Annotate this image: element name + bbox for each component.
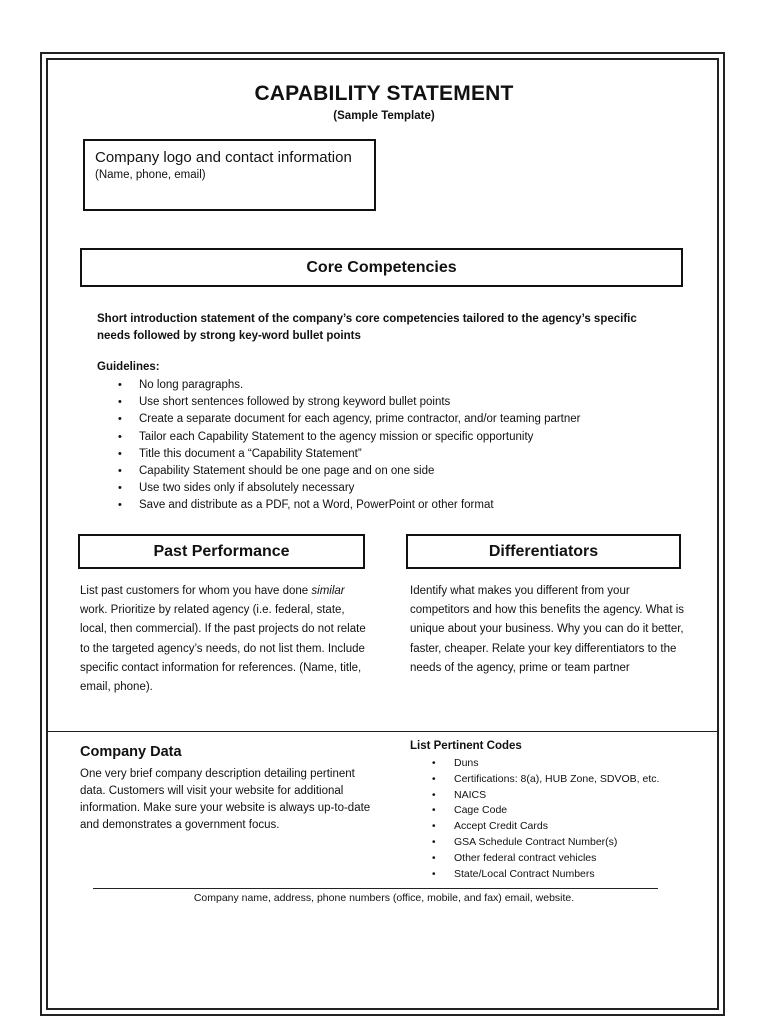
guideline-text: Tailor each Capability Statement to the agency mission or specific opportunity — [139, 430, 534, 443]
bullet-icon: • — [118, 447, 122, 460]
bullet-icon: • — [432, 821, 436, 833]
list-item — [97, 497, 657, 514]
code-text: Certifications: 8(a), HUB Zone, SDVOB, etc. — [454, 772, 660, 785]
bullet-icon: • — [432, 852, 436, 864]
bullet-icon: • — [432, 868, 436, 880]
guidelines-label: Guidelines: — [97, 361, 160, 373]
code-text: Accept Credit Cards — [454, 820, 548, 833]
code-text: Cage Code — [454, 804, 508, 817]
logo-contact-box — [83, 139, 376, 211]
differentiators-header — [406, 534, 681, 569]
past-text-italic: similar — [311, 585, 345, 597]
bullet-icon: • — [118, 396, 122, 409]
past-performance-title: Past Performance — [153, 542, 290, 560]
bullet-icon: • — [118, 482, 122, 495]
company-data-text: One very brief company description detailing pertinent data. Customers will visit your website for additional information. Make sure your website is always up-to-date and demonstrates a government focus. — [80, 768, 371, 831]
bullet-icon: • — [432, 805, 436, 817]
list-item — [410, 851, 700, 867]
list-item — [97, 463, 657, 480]
core-intro-text: Short introduction statement of the company’s core competencies tailored to the agency’s specific needs followed by strong key-word bullet points — [97, 313, 637, 342]
company-data-title: Company Data — [80, 744, 182, 760]
footer-contact-line: Company name, address, phone numbers (office, mobile, and fax) email, website. — [193, 892, 575, 904]
list-item — [410, 867, 700, 883]
code-text: State/Local Contract Numbers — [454, 867, 595, 880]
list-item — [97, 446, 657, 463]
code-text: Other federal contract vehicles — [454, 851, 597, 864]
codes-list — [410, 756, 700, 882]
page-title: CAPABILITY STATEMENT — [254, 82, 514, 105]
section-divider — [48, 731, 718, 732]
core-competencies-header — [80, 248, 683, 287]
guidelines-list — [97, 377, 657, 515]
page-subtitle: (Sample Template) — [333, 110, 435, 122]
list-item — [410, 819, 700, 835]
past-performance-header — [78, 534, 365, 569]
bullet-icon: • — [432, 789, 436, 801]
bullet-icon: • — [118, 379, 122, 391]
list-item — [97, 377, 657, 394]
guideline-text: Use short sentences followed by strong keyword bullet points — [139, 396, 451, 409]
bullet-icon: • — [432, 773, 436, 785]
guideline-text: No long paragraphs. — [139, 379, 244, 391]
core-competencies-title: Core Competencies — [306, 258, 457, 276]
bullet-icon: • — [432, 758, 436, 769]
code-text: GSA Schedule Contract Number(s) — [454, 835, 618, 848]
bullet-icon: • — [118, 413, 122, 426]
guideline-text: Capability Statement should be one page and on one side — [139, 465, 435, 478]
guideline-text: Save and distribute as a PDF, not a Word, PowerPoint or other format — [139, 499, 494, 512]
code-text: Duns — [454, 757, 479, 769]
bullet-icon: • — [118, 430, 122, 443]
code-text: NAICS — [454, 788, 487, 801]
list-item — [97, 480, 657, 497]
differentiators-text: Identify what makes you different from your competitors and how this benefits the agency. What is unique about your business. Why you can do it better, faster, cheaper. Relate your key differentiators to the needs of the agency, prime or team partner — [410, 585, 685, 674]
list-item — [410, 835, 700, 851]
logo-box-hint: (Name, phone, email) — [95, 169, 206, 181]
list-item — [97, 394, 657, 411]
bullet-icon: • — [118, 499, 122, 512]
past-performance-text — [80, 582, 370, 697]
list-item — [97, 429, 657, 446]
list-item — [410, 803, 700, 819]
differentiators-title: Differentiators — [488, 542, 599, 560]
past-text-part1: List past customers for whom you have done — [80, 585, 312, 597]
bullet-icon: • — [432, 836, 436, 848]
list-item — [97, 411, 657, 428]
guideline-text: Title this document a “Capability Statement” — [139, 447, 362, 460]
guideline-text: Use two sides only if absolutely necessary — [139, 482, 355, 495]
past-text-part2: work. Prioritize by related agency (i.e. federal, state, local, then commercial). If the past projects do not relate to the targeted agency’s needs, do not list them. Include specific contact information for references. (Name, title, email, phone). — [80, 604, 366, 694]
list-item — [410, 756, 700, 772]
footer-divider — [93, 888, 658, 889]
codes-title: List Pertinent Codes — [410, 740, 522, 752]
list-item — [410, 772, 700, 788]
bullet-icon: • — [118, 465, 122, 478]
logo-box-title: Company logo and contact information — [95, 149, 352, 166]
guideline-text: Create a separate document for each agency, prime contractor, and/or teaming partner — [139, 413, 581, 426]
list-item — [410, 788, 700, 804]
